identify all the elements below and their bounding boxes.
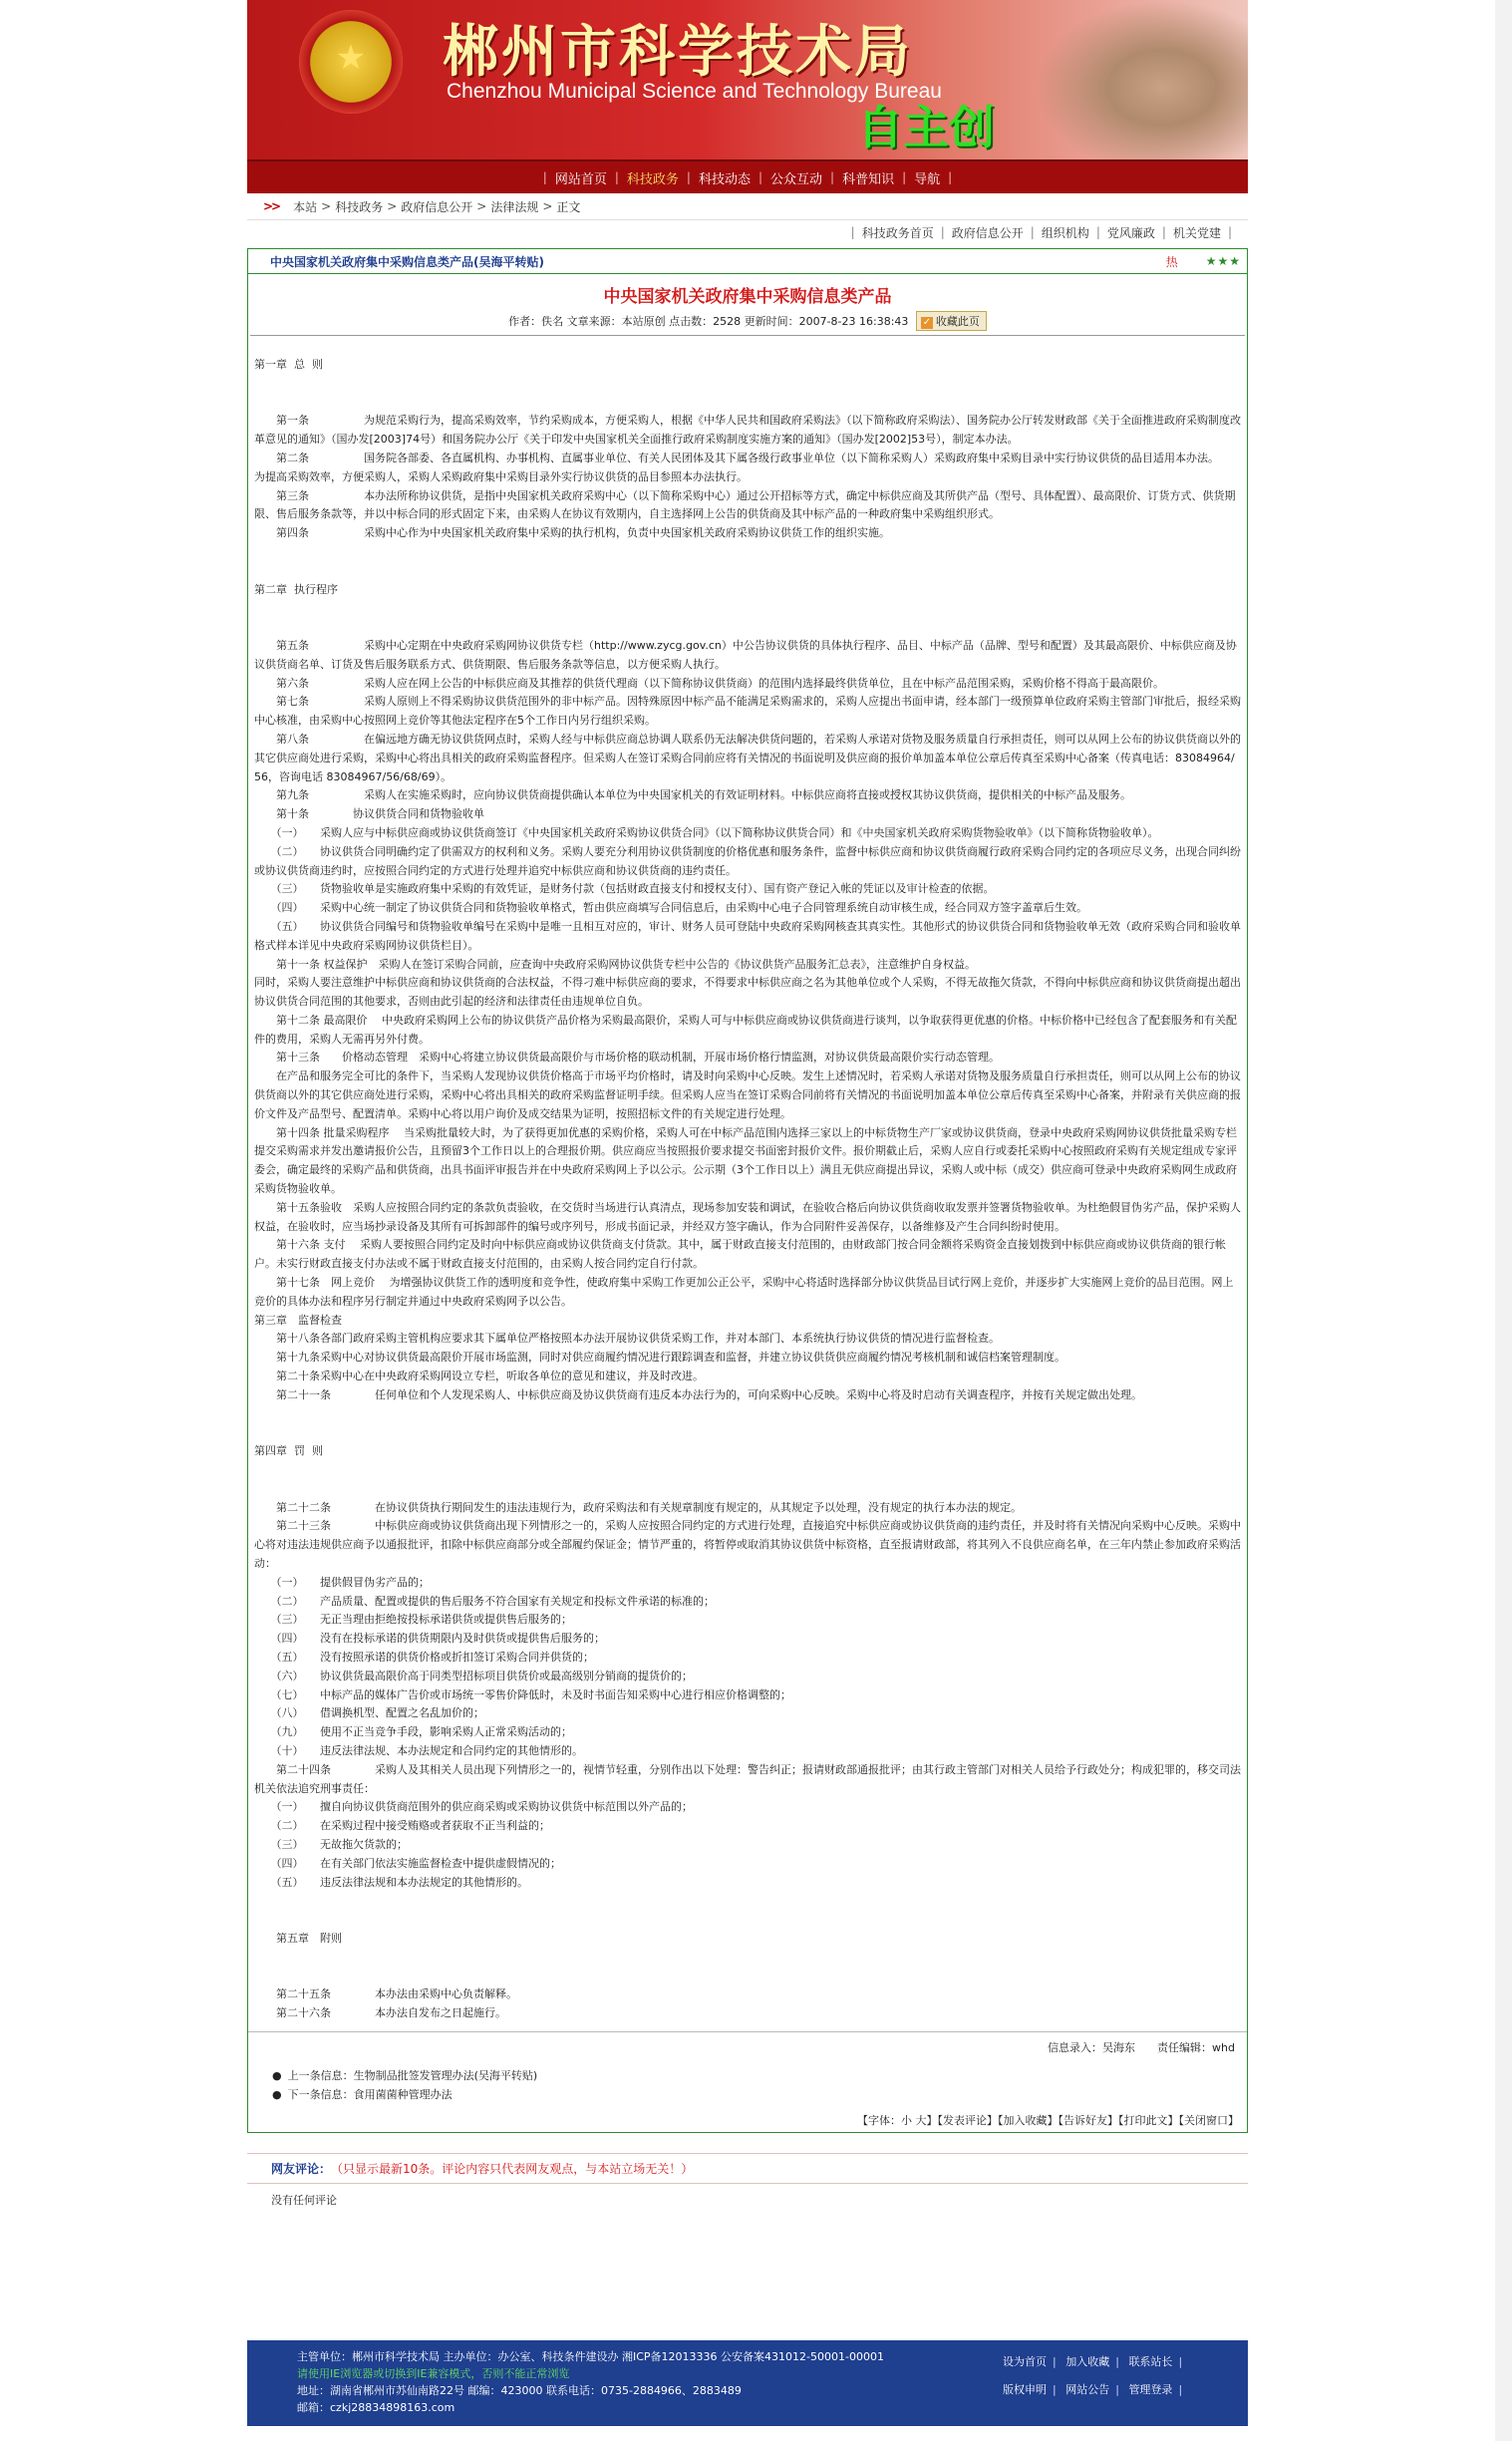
article-paragraph: （三） 无故拖欠货款的； [254,1837,408,1851]
breadcrumb-gov-affairs[interactable]: 科技政务 [335,199,384,214]
blank-line [254,394,1241,413]
footer-link-admin-login[interactable]: 管理登录 [1128,2383,1173,2396]
article-paragraph: 第十一条 权益保护 采购人在签订采购合同前，应查询中央政府采购网协议供货专栏中公告的《协议供货产品服务汇总表》，注意维护自身权益。 [254,957,976,971]
subnav-item-gov-home[interactable]: 科技政务首页 [861,225,934,240]
blank-line [254,1911,1241,1930]
subnav-item-party[interactable]: 机关党建 [1172,225,1221,240]
site-title: 郴州市科学技术局 [443,20,913,85]
blank-line [254,599,1241,618]
favorite-label: 收藏此页 [935,315,980,328]
breadcrumb-current: 正文 [556,199,581,214]
comments-note: （只显示最新10条。评论内容只代表网友观点，与本站立场无关！） [337,2161,694,2176]
nav-item-gov-affairs[interactable]: 科技政务 [626,171,679,187]
article-paragraph: （四） 采购中心统一制定了协议供货合同和货物验收单格式，暂由供应商填写合同信息后，由采购中心电子合同管理系统自动审核生成，经合同双方签字盖章后生效。 [254,901,1087,915]
footer-line-3: 地址：湖南省郴州市苏仙南路22号 邮编：423000 联系电话：0735-2884966、2883489 [297,2384,742,2397]
article-paragraph: 第二章 执行程序 [254,582,338,596]
breadcrumb: >> 本站 > 科技政务 > 政府信息公开 > 法律法规 > 正文 [247,193,1248,220]
blank-line [254,1480,1241,1499]
article-paragraph: 第六条 采购人应在网上公告的中标供应商及其推荐的供货代理商（以下简称协议供货商）的范围内选择最终供货单位，且在中标产品范围采购，采购价格不得高于最高限价。 [254,676,1164,690]
article-paragraph: 第十条 协议供货合同和货物验收单 [254,807,484,821]
blank-line [254,1968,1241,1986]
article-paragraph: 第十四条 批量采购程序 当采购批量较大时，为了获得更加优惠的采购价格，采购人可在中标产品范围内选择三家以上的中标货物生产厂家或协议供货商，登录中央政府采购网协议供货批量采购专栏提交采购需求并发出邀请报价公告，且预留3个工作日以上的合理报价期。供应商应当按照报价要求提交书面密封报价文件。报价期截止后，采购人应自行或委托采购中心按照政府采购有关规定组成专家评委会，确定最终的采购产品和供货商，出具书面评审报告并在中央政府采购网上予以公示。公示期（3个工作日以上）满且无供应商提出异议，采购人或中标（成交）供应商可登录中央政府采购网生成政府采购货物验收单。 [254,1125,1237,1196]
footer-link-notice[interactable]: 网站公告 [1065,2383,1110,2396]
next-label: 下一条信息： [287,2087,354,2101]
article-paragraph: 第十八条各部门政府采购主管机构应要求其下属单位严格按照本办法开展协议供货采购工作，并对本部门、本系统执行协议供货的情况进行监督检查。 [254,1332,1000,1346]
site-title-en: Chenzhou Municipal Science and Technology Bureau [447,80,942,103]
article-paragraph: （一） 擅自向协议供货商范围外的供应商采购或采购协议供货中标范围以外产品的； [254,1800,693,1814]
article-paragraph: 第二十二条 在协议供货执行期间发生的违法违规行为，政府采购法和有关规章制度有规定的，从其规定予以处理，没有规定的执行本办法的规定。 [254,1500,1022,1514]
article-paragraph: （一） 提供假冒伪劣产品的； [254,1575,430,1589]
article-paragraph: 在产品和服务完全可比的条件下，当采购人发现协议供货价格高于市场平均价格时，请及时向采购中心反映。发生上述情况时，若采购人承诺对货物及服务质量自行承担责任，则可以从网上公布的协议供货商以外的其它供应商处进行采购，采购中心将出具相关的政府采购监督证明手续。但采购人应当在签订采购合同前将有关情况的书面说明加盖本单位公章后传真至采购中心备案，并附录有关供应商的报价文件及产品型号、配置清单。采购中心将以用户询价及成交结果为证明，按照招标文件的有关规定进行处理。 [254,1069,1241,1120]
comments-label: 网友评论： [271,2161,332,2176]
article-paragraph: 第十七条 网上竞价 为增强协议供货工作的透明度和竞争性，使政府集中采购工作更加公正公平，采购中心将适时选择部分协议供货品目试行网上竞价，并逐步扩大实施网上竞价的品目范围。网上竞价的具体办法和程序另行制定并通过中央政府采购网予以公告。 [254,1276,1234,1308]
blank-line [254,375,1241,394]
footer-line-2: 请使用IE浏览器或切换到IE兼容模式，否则不能正常浏览 [297,2367,570,2380]
footer-link-copyright[interactable]: 版权申明 [1003,2383,1047,2396]
nav-item-interaction[interactable]: 公众互动 [770,171,823,187]
article-paragraph: 第三章 监督检查 [254,1313,342,1327]
article-paragraph: 第十三条 价格动态管理 采购中心将建立协议供货最高限价与市场价格的联动机制，开展市场价格行情监测，对协议供货最高限价实行动态管理。 [254,1051,1000,1065]
page-wrapper [247,0,1248,2216]
article-tools[interactable]: 【字体：小 大】【发表评论】【加入收藏】【告诉好友】【打印此文】【关闭窗口】 [857,2113,1239,2127]
blank-line [254,1423,1241,1442]
footer-links: 设为首页 | 加入收藏 | 联系站长 | 版权申明 | 网站公告 | 管理登录 | [997,2348,1182,2404]
article-paragraph: 第二条 国务院各部委、各直属机构、办事机构、直属事业单位、有关人民团体及其下属各级行政事业单位（以下简称采购人）采购政府集中采购目录中实行协议供货的品目适用本办法。 [254,451,1219,464]
nav-item-science[interactable]: 科普知识 [842,171,895,187]
breadcrumb-site[interactable]: 本站 [293,199,318,214]
footer-line-4: 邮箱：czkj28834898163.com [297,2401,455,2414]
article-body [248,336,1247,2031]
favorite-icon: ✓ [922,317,932,328]
article-paragraph: 第二十三条 中标供应商或协议供货商出现下列情形之一的，采购人应按照合同约定的方式进行处理，直接追究中标供应商或协议供货商的违约责任，并及时将有关情况向采购中心反映。采购中心将对违法违规供应商予以通报批评，扣除中标供应商部分或全部履约保证金；情节严重的，将暂停或取消其协议供货中标资格，直至报请财政部，将其列入不良供应商名单，在三年内禁止参加政府采购活动： [254,1519,1241,1570]
nav-item-home[interactable]: 网站首页 [554,171,607,187]
blank-line [254,1949,1241,1968]
article-paragraph: 第五条 采购中心定期在中央政府采购网协议供货专栏（http://www.zycg.gov.cn）中公告协议供货的具体执行程序、品目、中标产品（品牌、型号和配置）及其最高限价、中标供应商及协议供货商名单、订货及售后服务联系方式、供货期限、售后服务条款等信息，以方便采购人执行。 [254,638,1237,671]
blank-line [254,543,1241,562]
article-paragraph: 第十九条采购中心对协议供货最高限价开展市场监测，同时对供应商履约情况进行跟踪调查和监督，并建立协议供货供应商履约情况考核机制和诚信档案管理制度。 [254,1351,1065,1365]
breadcrumb-laws[interactable]: 法律法规 [490,199,539,214]
article-paragraph: 第一章 总 则 [254,358,323,371]
article-paragraph: 第七条 采购人原则上不得采购协议供货范围外的非中标产品。因特殊原因中标产品不能满足采购需求的，采购人应提出书面申请，经本部门一级预算单位政府采购主管部门审批后，报经采购中心核准，由采购中心按照网上竞价等其他法定程序在5个工作日内另行组织采购。 [254,695,1241,728]
subnav-item-info-public[interactable]: 政府信息公开 [951,225,1024,240]
article-paragraph: 为提高采购效率，方便采购人，采购人采购政府集中采购目录外实行协议供货的品目参照本办法执行。 [254,469,748,483]
favorite-button[interactable] [916,311,987,331]
article-paragraph: 第四条 采购中心作为中央国家机关政府集中采购的执行机构，负责中央国家机关政府采购协议供货工作的组织实施。 [254,526,890,540]
next-link-row: ● 下一条信息：食用菌菌种管理办法 [272,2087,453,2101]
main-nav: | 网站首页 | 科技政务 | 科技动态 | 公众互动 | 科普知识 | 导航 | [247,159,1248,193]
comments-header [247,2153,1248,2184]
article-paragraph: （三） 无正当理由拒绝按投标承诺供货或提供售后服务的； [254,1613,572,1627]
article-paragraph: （四） 在有关部门依法实施监督检查中提供虚假情况的； [254,1856,561,1870]
nav-item-guide[interactable]: 导航 [914,171,941,187]
article-paragraph: 第八条 在偏远地方确无协议供货网点时，采购人经与中标供应商总协调人联系仍无法解决供货问题的，若采购人承诺对货物及服务质量自行承担责任，则可以从网上公布的协议供货商以外的其它供应商处进行采购，采购中心将出具相关的政府采购监督程序。但采购人在签订采购合同前应将有关情况的书面说明及供应商的报价单加盖本单位公章后传真至采购中心备案（传真电话：83084964/56，咨询电话 83084967/56/68/69）。 [254,732,1241,783]
article-box [247,248,1248,2133]
article-meta-text: 作者：佚名 文章来源：本站原创 点击数：2528 更新时间：2007-8-23 16:38:43 [508,315,909,328]
article-paragraph: （三） 货物验收单是实施政府集中采购的有效凭证，是财务付款（包括财政直接支付和授权支付）、国有资产登记入帐的凭证以及审计检查的依据。 [254,882,995,896]
comments-empty: 没有任何评论 [271,2193,337,2207]
article-paragraph: 第五章 附则 [254,1931,342,1945]
article-paragraph: 第二十四条 采购人及其相关人员出现下列情形之一的，视情节轻重，分别作出以下处理：警告纠正；报请财政部通报批评；由其行政主管部门对相关人员给予行政处分；构成犯罪的，移交司法机关依法追究刑事责任： [254,1762,1241,1795]
article-paragraph: （二） 产品质量、配置或提供的售后服务不符合国家有关规定和投标文件承诺的标准的； [254,1594,715,1608]
article-paragraph: （五） 没有按照承诺的供货价格或折扣签订采购合同并供货的； [254,1650,594,1664]
article-paragraph: 同时，采购人要注意维护中标供应商和协议供货商的合法权益，不得刁难中标供应商的要求，不得要求中标供应商之名为其他单位或个人采购，不得无故拖欠货款，不得向中标供应商和协议供货商提出超出协议供货合同范围的其他要求，否则由此引起的经济和法律责任由违规单位自负。 [254,976,1241,1009]
footer-info [297,2348,884,2416]
site-banner [247,0,1248,159]
site-footer [247,2340,1248,2426]
article-paragraph: 第四章 罚 则 [254,1444,323,1458]
subnav-item-organization[interactable]: 组织机构 [1041,225,1089,240]
next-link[interactable]: 食用菌菌种管理办法 [353,2087,453,2101]
blank-line [254,618,1241,637]
blank-line [254,1892,1241,1911]
article-paragraph: （八） 借调换机型、配置之名乱加价的； [254,1706,484,1720]
rating-stars-icon: ★★★ [1205,254,1241,268]
article-paragraph: 第十五条验收 采购人应按照合同约定的条款负责验收，在交货时当场进行认真清点，现场参加安装和调试，在验收合格后向协议供货商收取发票并签署货物验收单。为杜绝假冒伪劣产品，保护采购人权益，在验收时，应当场抄录设备及其所有可拆卸部件的编号或序列号，形成书面记录，并经双方签字确认，作为合同附件妥善保存，以备维修及产生合同纠纷时使用。 [254,1200,1241,1233]
subnav-item-integrity[interactable]: 党风廉政 [1106,225,1155,240]
article-paragraph: （九） 使用不正当竞争手段，影响采购人正常采购活动的； [254,1725,572,1739]
article-paragraph: 第二十五条 本办法由采购中心负责解释。 [254,1987,517,2001]
prev-link-row: ● 上一条信息：生物制品批签发管理办法(吴海平转贴) [272,2068,538,2082]
article-paragraph: 第一条 为规范采购行为，提高采购效率，节约采购成本，方便采购人，根据《中华人民共和国政府采购法》（以下简称政府采购法）、国务院办公厅转发财政部《关于全面推进政府采购制度改革意见的通知》（国办发[2003]74号）和国务院办公厅《关于印发中央国家机关全面推行政府采购制度实施方案的通知》（国办发[2002]53号），制定本办法。 [254,414,1241,447]
blank-line [254,1461,1241,1480]
article-paragraph: （五） 协议供货合同编号和货物验收单编号在采购中是唯一且相互对应的，审计、财务人员可登陆中央政府采购网核查其真实性。其他形式的协议供货合同和货物验收单无效（政府采购合同和验收单格式样本详见中央政府采购网协议供货栏目）。 [254,919,1241,952]
blank-line [254,562,1241,581]
footer-link-contact[interactable]: 联系站长 [1128,2355,1173,2368]
article-paragraph: 第九条 采购人在实施采购时，应向协议供货商提供确认本单位为中央国家机关的有效证明材料。中标供应商将直接或授权其协议供货商，提供相关的中标产品及服务。 [254,788,1131,802]
banner-slogan: 自主创 [857,101,995,154]
prev-label: 上一条信息： [287,2068,354,2082]
footer-link-favorite[interactable]: 加入收藏 [1065,2355,1110,2368]
prev-link[interactable]: 生物制品批签发管理办法(吴海平转贴) [353,2068,538,2082]
nav-item-news[interactable]: 科技动态 [698,171,751,187]
breadcrumb-info-public[interactable]: 政府信息公开 [401,199,473,214]
article-info-entry: 信息录入：吴海东 责任编辑：whd [248,2031,1247,2062]
article-paragraph: 第二十六条 本办法自发布之日起施行。 [254,2006,506,2020]
hot-badge: 热 [1165,254,1178,269]
scroll-gutter [1495,0,1512,2441]
article-title: 中央国家机关政府集中采购信息类产品 [603,287,892,307]
article-paragraph: （二） 协议供货合同明确约定了供需双方的权利和义务。采购人要充分利用协议供货制度的价格优惠和服务条件，监督中标供应商和协议供货商履行政府采购合同约定的各项应尽义务，出现合同纠纷或协议供货商违约时，应按照合同约定的方式进行处理并追究中标供应商和协议供货商的违约责任。 [254,844,1241,877]
related-links [248,2062,1247,2112]
article-paragraph: 第十二条 最高限价 中央政府采购网上公布的协议供货产品价格为采购最高限价，采购人可与中标供应商或协议供货商进行谈判，以争取获得更优惠的价格。中标价格中已经包含了配套服务和有关配件的费用，采购人无需再另外付费。 [254,1013,1237,1046]
statue-image [1035,0,1248,159]
footer-line-1: 主管单位：郴州市科学技术局 主办单位：办公室、科技条件建设办 湘ICP备12013336 公安备案431012-50001-00001 [297,2350,884,2363]
breadcrumb-arrow-icon: >> [263,199,280,213]
article-paragraph: 第二十一条 任何单位和个人发现采购人、中标供应商及协议供货商有违反本办法行为的，可向采购中心反映。采购中心将及时启动有关调查程序，并按有关规定做出处理。 [254,1387,1142,1401]
article-paragraph: （七） 中标产品的媒体广告价或市场统一零售价降低时，未及时书面告知采购中心进行相应价格调整的； [254,1687,791,1701]
article-paragraph: （二） 在采购过程中接受贿赂或者获取不正当利益的； [254,1819,550,1833]
article-paragraph: （十） 违反法律法规、本办法规定和合同约定的其他情形的。 [254,1743,583,1757]
sub-nav: | 科技政务首页 | 政府信息公开 | 组织机构 | 党风廉政 | 机关党建 | [850,225,1232,240]
blank-line [254,1405,1241,1424]
footer-link-set-home[interactable]: 设为首页 [1003,2355,1047,2368]
article-paragraph: （六） 协议供货最高限价高于同类型招标项目供货价或最高级别分销商的提货价的； [254,1669,693,1682]
article-paragraph: （一） 采购人应与中标供应商或协议供货商签订《中央国家机关政府采购协议供货合同》（以下简称协议供货合同）和《中央国家机关政府采购货物验收单》（以下简称货物验收单）。 [254,825,1159,839]
article-paragraph: 第二十条采购中心在中央政府采购网设立专栏，听取各单位的意见和建议，并及时改进。 [254,1370,704,1383]
article-paragraph: 第十六条 支付 采购人要按照合同约定及时向中标供应商或协议供货商支付货款。其中，属于财政直接支付范围的，由财政部门按合同金额将采购资金直接划拨到中标供应商或协议供货商的银行帐户。未实行财政直接支付办法或不属于财政直接支付范围的，由采购人按合同约定自行付款。 [254,1238,1226,1271]
national-emblem-icon: ★ [299,10,403,114]
article-meta [248,311,1247,331]
article-paragraph: （四） 没有在投标承诺的供货期限内及时供货或提供售后服务的； [254,1632,605,1646]
article-paragraph: （五） 违反法律法规和本办法规定的其他情形的。 [254,1875,528,1889]
article-paragraph: 第三条 本办法所称协议供货，是指中央国家机关政府采购中心（以下简称采购中心）通过公开招标等方式，确定中标供应商及其所供产品（型号、具体配置）、最高限价、订货方式、供货期限、售后服务条款等，并以中标合同的形式固定下来，由采购人在协议有效期内，自主选择网上公告的供货商及其中标产品的一种政府集中采购组织形式。 [254,488,1236,521]
article-bar-title: 中央国家机关政府集中采购信息类产品(吴海平转贴) [270,254,544,269]
article-title-bar [248,249,1247,274]
